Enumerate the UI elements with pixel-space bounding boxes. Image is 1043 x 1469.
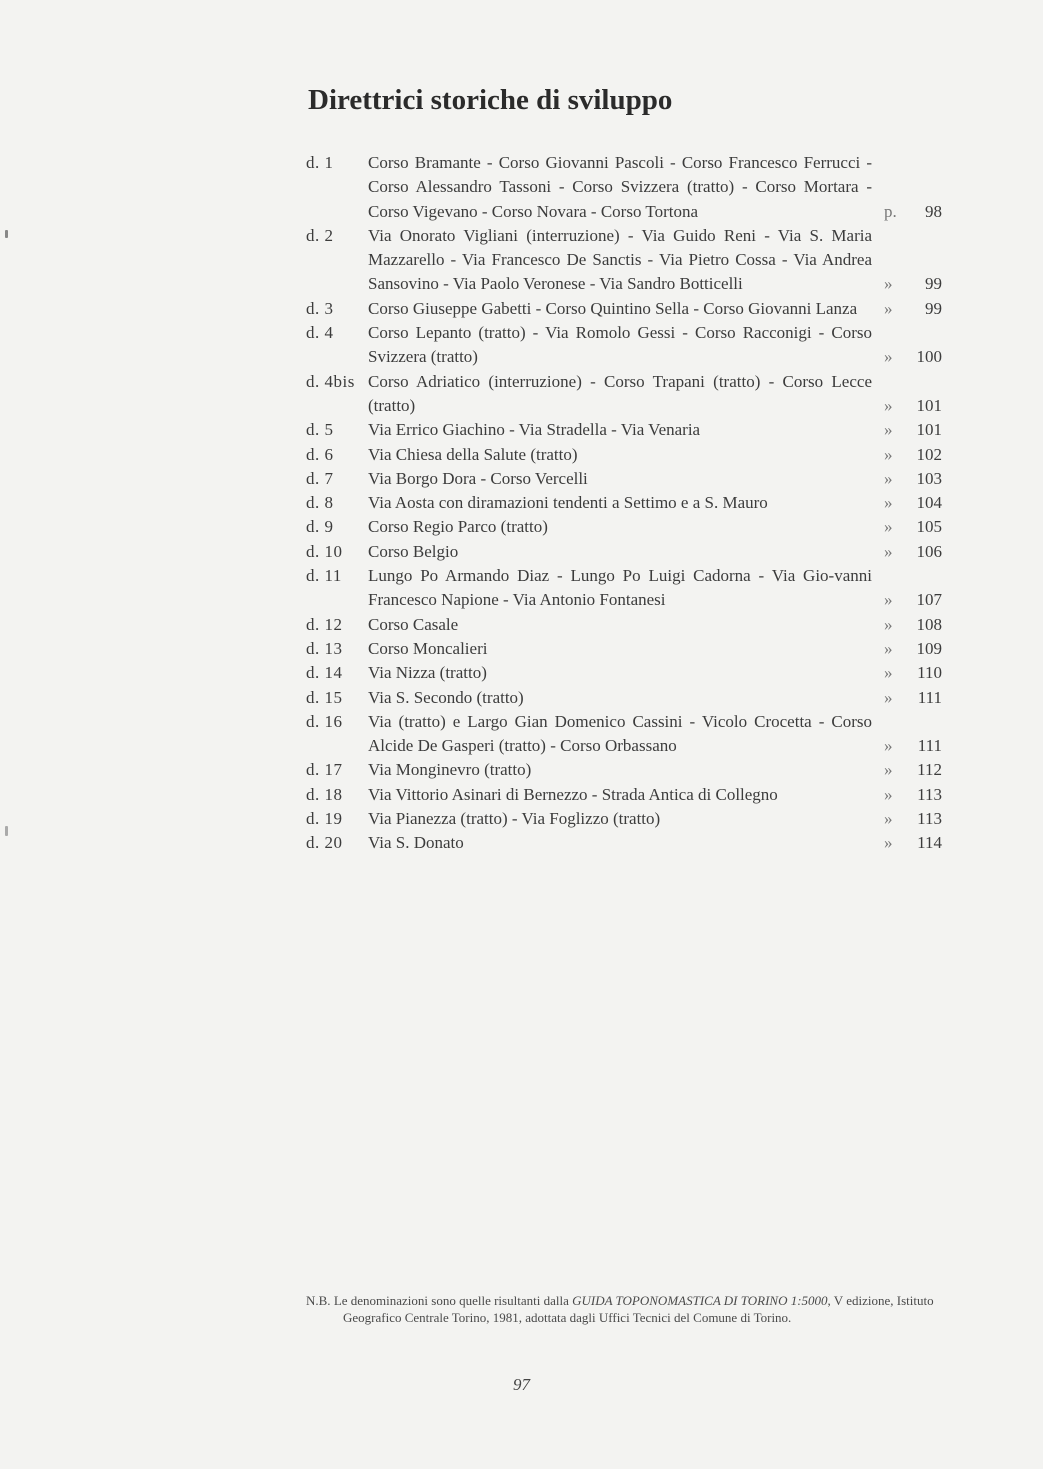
toc-entry — [306, 686, 946, 710]
page-ref-mark: » — [884, 590, 893, 610]
toc-entry — [306, 370, 946, 419]
entry-streets: Corso Adriatico (interruzione) - Corso Trapani (tratto) - Corso Lecce (tratto) — [368, 371, 872, 415]
entry-number: d. 16 — [306, 711, 343, 731]
entry-streets: Via Vittorio Asinari di Bernezzo - Strada Antica di Collegno — [368, 784, 778, 804]
page-ref-number: 98 — [925, 201, 942, 221]
entry-streets: Via Onorato Vigliani (interruzione) - Via Guido Reni - Via S. Maria Mazzarello - Via Francesco De Sanctis - Via Pietro Cossa - Via Andrea Sansovino - Via Paolo Veronese - Via Sandro Botticelli — [368, 225, 872, 294]
page-ref-mark: » — [884, 517, 893, 537]
entry-number: d. 4 — [306, 323, 334, 343]
page-ref-mark: » — [884, 493, 893, 513]
entry-number: d. 14 — [306, 663, 343, 683]
entry-page-ref — [872, 467, 946, 491]
page-ref-mark: » — [884, 638, 893, 658]
entry-number: d. 7 — [306, 468, 334, 488]
page-ref-number: 103 — [916, 468, 942, 488]
page-ref-mark: » — [884, 420, 893, 440]
toc-entry — [306, 151, 946, 224]
page-ref-number: 101 — [916, 395, 942, 415]
toc-entry — [306, 661, 946, 685]
toc-entry — [306, 224, 946, 297]
page-ref-number: 99 — [925, 298, 942, 318]
entry-page-ref — [872, 272, 946, 296]
toc-entry — [306, 540, 946, 564]
entry-number: d. 18 — [306, 784, 343, 804]
toc-entry — [306, 710, 946, 759]
entry-streets: Via Borgo Dora - Corso Vercelli — [368, 468, 588, 488]
footnote-prefix: N.B. — [306, 1293, 331, 1308]
page-ref-number: 109 — [916, 638, 942, 658]
toc-entry — [306, 613, 946, 637]
table-of-contents — [306, 151, 946, 856]
toc-entry — [306, 637, 946, 661]
footnote-text-after: , V edizione, Istituto Geografico Centrale Torino, 1981, adottata dagli Uffici Tecnici del Comune di Torino. — [343, 1293, 934, 1325]
toc-entry — [306, 418, 946, 442]
entry-number: d. 6 — [306, 444, 334, 464]
entry-streets: Via Errico Giachino - Via Stradella - Via Venaria — [368, 420, 701, 440]
entry-number: d. 10 — [306, 541, 343, 561]
page-ref-number: 102 — [916, 444, 942, 464]
entry-page-ref — [872, 345, 946, 369]
footnote-text-before: Le denominazioni sono quelle risultanti dalla — [333, 1293, 569, 1308]
toc-entry — [306, 783, 946, 807]
entry-page-ref — [872, 661, 946, 685]
entry-number: d. 1 — [306, 153, 334, 172]
entry-page-ref — [872, 491, 946, 515]
page-ref-mark: » — [884, 833, 893, 853]
entry-number: d. 11 — [306, 566, 342, 586]
entry-streets: Corso Casale — [368, 614, 459, 634]
entry-page-ref — [872, 758, 946, 782]
page-ref-number: 99 — [925, 274, 942, 294]
entry-streets: Corso Giuseppe Gabetti - Corso Quintino Sella - Corso Giovanni Lanza — [368, 298, 858, 318]
page-ref-number: 111 — [917, 736, 942, 756]
entry-page-ref — [872, 686, 946, 710]
toc-entry — [306, 758, 946, 782]
toc-entry — [306, 491, 946, 515]
page-title: Direttrici storiche di sviluppo — [308, 84, 673, 116]
entry-streets: Corso Moncalieri — [368, 638, 488, 658]
entry-streets: Corso Lepanto (tratto) - Via Romolo Gessi - Corso Racconigi - Corso Svizzera (tratto) — [368, 323, 872, 367]
page-ref-mark: p. — [884, 201, 897, 221]
entry-streets: Via Pianezza (tratto) - Via Foglizzo (tratto) — [368, 809, 661, 829]
entry-page-ref — [872, 637, 946, 661]
page-ref-number: 114 — [917, 833, 942, 853]
entry-streets: Corso Belgio — [368, 541, 459, 561]
scan-edge-mark — [5, 230, 8, 238]
page-ref-mark: » — [884, 809, 893, 829]
entry-streets: Via Chiesa della Salute (tratto) — [368, 444, 578, 464]
entry-page-ref — [872, 418, 946, 442]
entry-number: d. 5 — [306, 420, 334, 440]
entry-streets: Via Monginevro (tratto) — [368, 760, 532, 780]
page-ref-mark: » — [884, 274, 893, 294]
entry-streets: Via Nizza (tratto) — [368, 663, 487, 683]
toc-entry — [306, 564, 946, 613]
entry-page-ref — [872, 443, 946, 467]
page-ref-mark: » — [884, 687, 893, 707]
page-ref-number: 108 — [916, 614, 942, 634]
toc-entry — [306, 321, 946, 370]
page-ref-number: 111 — [917, 687, 942, 707]
entry-page-ref — [872, 734, 946, 758]
entry-number: d. 8 — [306, 493, 334, 513]
page-ref-number: 107 — [916, 590, 942, 610]
page-ref-number: 101 — [916, 420, 942, 440]
page-ref-mark: » — [884, 298, 893, 318]
entry-streets: Corso Bramante - Corso Giovanni Pascoli - Corso Francesco Ferrucci - Corso Alessandro Tassoni - Corso Svizzera (tratto) - Corso Mortara - Corso Vigevano - Corso Novara - Corso Tortona — [368, 153, 872, 221]
toc-entry — [306, 467, 946, 491]
entry-streets: Via S. Donato — [368, 833, 464, 853]
page-ref-number: 105 — [916, 517, 942, 537]
entry-streets: Via S. Secondo (tratto) — [368, 687, 524, 707]
page-ref-number: 110 — [917, 663, 942, 683]
page-ref-mark: » — [884, 784, 893, 804]
page-ref-mark: » — [884, 614, 893, 634]
entry-number: d. 9 — [306, 517, 334, 537]
page-ref-mark: » — [884, 444, 893, 464]
page-ref-number: 104 — [916, 493, 942, 513]
toc-entry — [306, 515, 946, 539]
entry-page-ref — [872, 807, 946, 831]
page-ref-mark: » — [884, 541, 893, 561]
entry-number: d. 12 — [306, 614, 343, 634]
page-ref-number: 112 — [917, 760, 942, 780]
entry-page-ref — [872, 200, 946, 224]
entry-page-ref — [872, 394, 946, 418]
page-number: 97 — [513, 1375, 530, 1394]
entry-page-ref — [872, 783, 946, 807]
page-ref-mark: » — [884, 468, 893, 488]
toc-entry — [306, 807, 946, 831]
page-ref-number: 106 — [916, 541, 942, 561]
entry-number: d. 3 — [306, 298, 334, 318]
entry-number: d. 17 — [306, 760, 343, 780]
page-ref-number: 113 — [917, 784, 942, 804]
toc-entry — [306, 297, 946, 321]
entry-number: d. 15 — [306, 687, 343, 707]
page-ref-number: 113 — [917, 809, 942, 829]
entry-page-ref — [872, 831, 946, 855]
scan-edge-mark — [5, 826, 8, 836]
page-ref-mark: » — [884, 663, 893, 683]
footnote-body — [306, 1293, 942, 1326]
page-ref-number: 100 — [916, 347, 942, 367]
entry-page-ref — [872, 297, 946, 321]
entry-number: d. 13 — [306, 638, 343, 658]
entry-number: d. 19 — [306, 809, 343, 829]
entry-number: d. 2 — [306, 225, 334, 245]
entry-number: d. 4bis — [306, 371, 355, 391]
entry-streets: Via Aosta con diramazioni tendenti a Settimo e a S. Mauro — [368, 493, 768, 513]
footnote — [306, 1293, 942, 1326]
entry-page-ref — [872, 515, 946, 539]
entry-page-ref — [872, 588, 946, 612]
footnote-guide-title: GUIDA TOPONOMASTICA DI TORINO 1:5000 — [572, 1293, 828, 1308]
toc-entry — [306, 443, 946, 467]
entry-page-ref — [872, 540, 946, 564]
toc-entry — [306, 831, 946, 855]
page-ref-mark: » — [884, 395, 893, 415]
page-ref-mark: » — [884, 736, 893, 756]
page-ref-mark: » — [884, 347, 893, 367]
entry-streets: Lungo Po Armando Diaz - Lungo Po Luigi Cadorna - Via Gio-vanni Francesco Napione - Via Antonio Fontanesi — [368, 566, 872, 610]
page-ref-mark: » — [884, 760, 893, 780]
entry-streets: Via (tratto) e Largo Gian Domenico Cassini - Vicolo Crocetta - Corso Alcide De Gasperi (tratto) - Corso Orbassano — [368, 711, 872, 756]
entry-number: d. 20 — [306, 833, 343, 853]
entry-page-ref — [872, 613, 946, 637]
entry-streets: Corso Regio Parco (tratto) — [368, 517, 548, 537]
